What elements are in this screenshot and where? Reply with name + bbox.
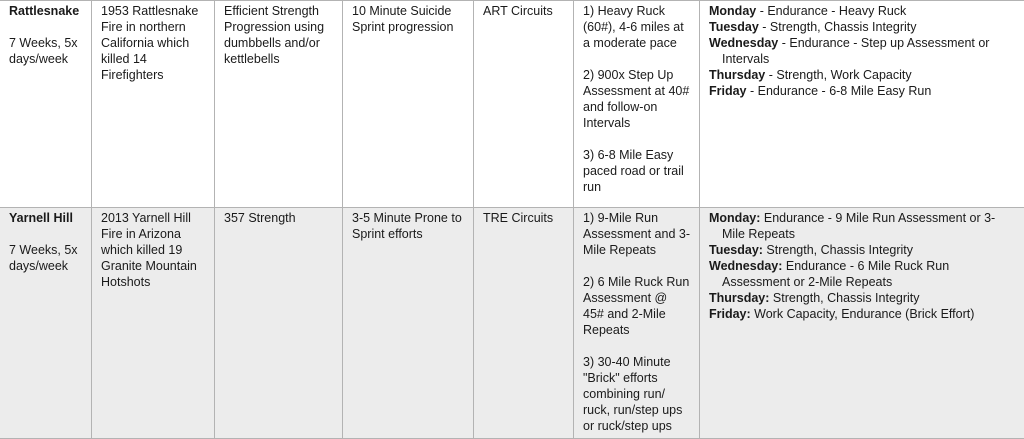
schedule-activity: Work Capacity, Endurance (Brick Effort)	[750, 307, 975, 321]
history-text: 1953 Rattlesnake Fire in northern California which killed 14 Firefighters	[101, 4, 199, 82]
history-text: 2013 Yarnell Hill Fire in Arizona which killed 19 Granite Mountain Hotshots	[101, 211, 197, 289]
program-name: Rattlesnake	[9, 4, 80, 18]
sprint-text: 10 Minute Suicide Sprint progression	[352, 4, 454, 34]
schedule-line	[709, 258, 1018, 290]
sprint-cell	[343, 1, 474, 208]
schedule-day: Wednesday:	[709, 259, 783, 273]
circuits-cell	[474, 1, 574, 208]
history-cell	[92, 1, 215, 208]
schedule-activity: Strength, Chassis Integrity	[769, 291, 920, 305]
schedule-line	[709, 3, 1018, 19]
assessments-cell	[574, 208, 700, 439]
schedule-day: Wednesday	[709, 36, 779, 50]
strength-cell	[215, 1, 343, 208]
schedule-cell	[700, 208, 1024, 439]
assessment-item: 3) 6-8 Mile Easy paced road or trail run	[583, 148, 684, 194]
schedule-cell	[700, 1, 1024, 208]
schedule-day: Thursday	[709, 68, 766, 82]
assessments-cell	[574, 1, 700, 208]
schedule-activity: - Endurance - Step up Assessment or Intervals	[722, 36, 990, 66]
schedule-activity: - Endurance - 6-8 Mile Easy Run	[746, 84, 932, 98]
strength-text: 357 Strength	[224, 211, 296, 225]
schedule-day: Friday	[709, 84, 747, 98]
sprint-cell	[343, 208, 474, 439]
schedule-line	[709, 35, 1018, 67]
schedule-line	[709, 290, 1018, 306]
schedule-activity: Endurance - 9 Mile Run Assessment or 3-Mile Repeats	[722, 211, 996, 241]
assessment-item: 1) Heavy Ruck (60#), 4-6 miles at a moderate pace	[583, 4, 684, 50]
history-cell	[92, 208, 215, 439]
program-name: Yarnell Hill	[9, 211, 73, 225]
schedule-day: Monday:	[709, 211, 761, 225]
program-cell	[0, 1, 92, 208]
program-duration: 7 Weeks, 5x days/week	[9, 243, 78, 273]
schedule-day: Thursday:	[709, 291, 770, 305]
schedule-day: Monday	[709, 4, 757, 18]
schedule-day: Tuesday	[709, 20, 759, 34]
strength-text: Efficient Strength Progression using dumbbells and/or kettlebells	[224, 4, 325, 66]
circuits-text: ART Circuits	[483, 4, 553, 18]
sprint-text: 3-5 Minute Prone to Sprint efforts	[352, 211, 462, 241]
schedule-activity: - Endurance - Heavy Ruck	[756, 4, 907, 18]
strength-cell	[215, 208, 343, 439]
assessment-item: 2) 900x Step Up Assessment at 40# and follow-on Intervals	[583, 68, 690, 130]
assessment-item: 2) 6 Mile Ruck Run Assessment @ 45# and 2-Mile Repeats	[583, 275, 690, 337]
schedule-activity: - Strength, Chassis Integrity	[758, 20, 917, 34]
schedule-line	[709, 210, 1018, 242]
schedule-line	[709, 19, 1018, 35]
schedule-activity: Endurance - 6 Mile Ruck Run Assessment or 2-Mile Repeats	[722, 259, 950, 289]
schedule-day: Tuesday:	[709, 243, 763, 257]
schedule-line	[709, 306, 1018, 322]
circuits-cell	[474, 208, 574, 439]
program-duration: 7 Weeks, 5x days/week	[9, 36, 78, 66]
assessment-item: 1) 9-Mile Run Assessment and 3-Mile Repeats	[583, 211, 690, 257]
assessment-item: 3) 30-40 Minute "Brick" efforts combining run/ ruck, run/step ups or ruck/step ups	[583, 355, 683, 433]
schedule-line	[709, 83, 1018, 99]
schedule-activity: Strength, Chassis Integrity	[762, 243, 914, 257]
program-cell	[0, 208, 92, 439]
schedule-day: Friday:	[709, 307, 751, 321]
table-row	[0, 208, 1024, 439]
table-row	[0, 1, 1024, 208]
circuits-text: TRE Circuits	[483, 211, 554, 225]
schedule-line	[709, 242, 1018, 258]
schedule-line	[709, 67, 1018, 83]
schedule-activity: - Strength, Work Capacity	[765, 68, 912, 82]
